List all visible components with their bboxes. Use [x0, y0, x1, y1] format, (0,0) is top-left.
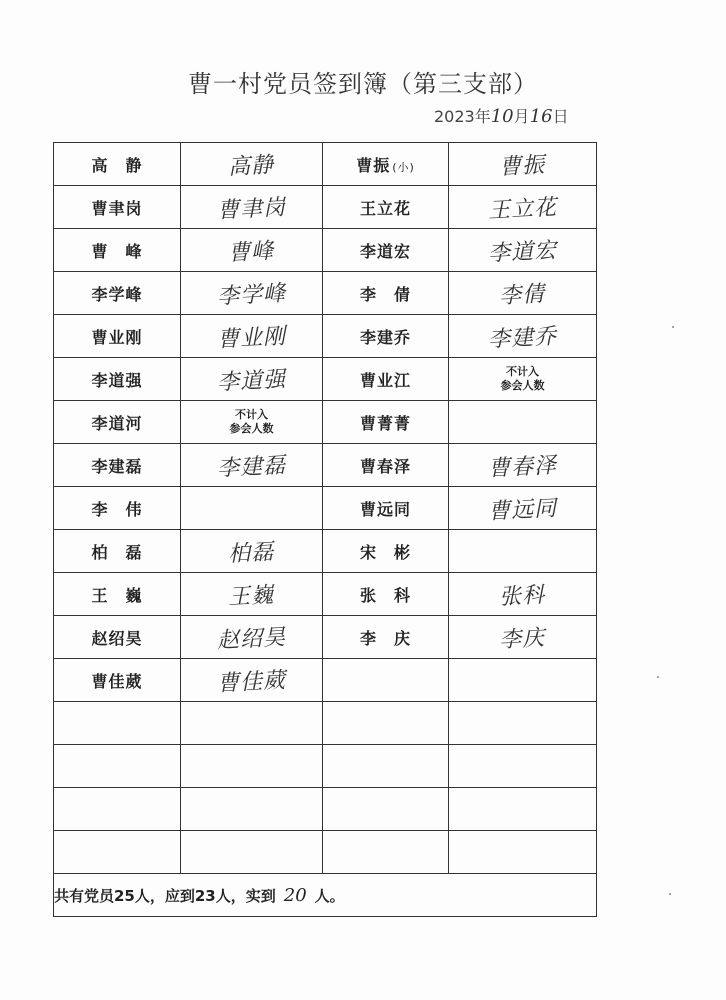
handwritten-signature: 曹春泽 — [487, 452, 558, 482]
member-name-cell — [323, 487, 449, 530]
signature-cell — [181, 315, 323, 358]
member-name: 曹 峰 — [91, 241, 143, 261]
table-row — [54, 358, 597, 401]
handwritten-signature: 李建磊 — [216, 452, 287, 482]
scan-speck — [657, 676, 659, 678]
member-name: 曹远同 — [359, 499, 411, 519]
handwritten-signature: 曹佳葳 — [216, 667, 287, 697]
handwritten-signature: 曹远同 — [487, 495, 558, 525]
signature-cell — [449, 573, 597, 616]
signature-cell — [181, 788, 323, 831]
scan-speck — [669, 893, 671, 895]
scan-speck — [672, 326, 674, 328]
member-name-cell — [323, 315, 449, 358]
signature-cell — [449, 487, 597, 530]
member-name-cell — [54, 530, 181, 573]
signature-cell — [449, 358, 597, 401]
member-name: 赵绍昊 — [91, 628, 143, 648]
handwritten-signature: 张科 — [498, 582, 547, 610]
table-row — [54, 702, 597, 745]
signature-cell — [181, 229, 323, 272]
member-name-cell — [54, 487, 181, 530]
signature-cell — [449, 745, 597, 788]
signature-cell — [181, 358, 323, 401]
note-line-2: 参会人数 — [229, 422, 274, 435]
exclusion-note — [181, 408, 322, 436]
signature-cell — [181, 702, 323, 745]
signature-cell — [181, 487, 323, 530]
signature-cell — [181, 272, 323, 315]
member-name-cell — [54, 616, 181, 659]
signature-cell — [449, 272, 597, 315]
note-line-2: 参会人数 — [500, 379, 545, 392]
member-name-cell — [323, 358, 449, 401]
exclusion-note — [449, 365, 596, 393]
signature-cell — [181, 143, 323, 186]
signature-cell — [449, 186, 597, 229]
handwritten-signature: 赵绍昊 — [216, 624, 287, 654]
member-name-cell — [323, 530, 449, 573]
signature-cell — [449, 616, 597, 659]
member-name-cell — [54, 573, 181, 616]
member-name-cell — [323, 659, 449, 702]
member-name: 张 科 — [359, 585, 411, 605]
member-name: 曹菁菁 — [359, 413, 411, 433]
signature-cell — [449, 702, 597, 745]
handwritten-signature: 曹峰 — [227, 238, 276, 266]
member-name-cell — [323, 616, 449, 659]
signature-cell — [449, 659, 597, 702]
note-line-1: 不计入 — [235, 408, 268, 421]
member-name-cell — [54, 659, 181, 702]
handwritten-signature: 柏磊 — [227, 539, 276, 567]
member-name: 李道宏 — [359, 241, 411, 261]
member-name-cell — [54, 831, 181, 874]
signature-cell — [181, 444, 323, 487]
table-row — [54, 788, 597, 831]
member-name: 李道强 — [91, 370, 143, 390]
handwritten-signature: 李建乔 — [487, 323, 558, 353]
date-month-handwritten: 10 — [490, 106, 514, 127]
date-year: 2023年 — [434, 107, 491, 126]
handwritten-signature: 王巍 — [227, 582, 276, 610]
summary-actual-count: 20 — [283, 884, 307, 906]
summary-suffix: 人。 — [314, 886, 345, 905]
table-row — [54, 659, 597, 702]
summary-row — [54, 874, 597, 917]
table-row — [54, 186, 597, 229]
member-name: 李 伟 — [91, 499, 143, 519]
member-name-cell — [323, 831, 449, 874]
member-name-cell — [323, 272, 449, 315]
signature-cell — [449, 831, 597, 874]
summary-prefix: 共有党员25人，应到23人，实到 — [54, 886, 276, 905]
member-name: 李 庆 — [359, 628, 411, 648]
handwritten-signature: 李倩 — [498, 281, 547, 309]
table-row — [54, 487, 597, 530]
table-row — [54, 143, 597, 186]
member-name: 王立花 — [359, 198, 411, 218]
member-name-cell — [323, 401, 449, 444]
attendance-summary — [54, 874, 597, 917]
date-day-label: 日 — [552, 107, 569, 126]
handwritten-signature: 李学峰 — [216, 280, 287, 310]
signature-cell — [181, 186, 323, 229]
member-name: 李道河 — [91, 413, 143, 433]
table-row — [54, 616, 597, 659]
table-row — [54, 444, 597, 487]
member-name-cell — [54, 745, 181, 788]
member-name-cell — [323, 186, 449, 229]
member-name-cell — [323, 788, 449, 831]
member-name-cell — [54, 315, 181, 358]
member-name: 曹振 — [356, 155, 391, 175]
table-row — [54, 831, 597, 874]
handwritten-signature: 曹聿岗 — [216, 194, 287, 224]
signature-cell — [449, 788, 597, 831]
member-name-cell — [323, 229, 449, 272]
signature-cell — [449, 530, 597, 573]
table-row — [54, 745, 597, 788]
table-row — [54, 272, 597, 315]
member-name-cell — [54, 788, 181, 831]
member-name-cell — [54, 444, 181, 487]
signature-cell — [181, 659, 323, 702]
page-title: 曹一村党员签到簿（第三支部） — [188, 70, 538, 98]
handwritten-signature: 高静 — [227, 152, 276, 180]
signature-cell — [181, 745, 323, 788]
member-name: 柏 磊 — [91, 542, 143, 562]
date-day-handwritten: 16 — [529, 106, 553, 127]
date-month-label: 月 — [513, 107, 530, 126]
member-name-cell — [54, 229, 181, 272]
handwritten-signature: 曹业刚 — [216, 323, 287, 353]
handwritten-signature: 李道宏 — [487, 237, 558, 267]
member-name-cell — [323, 444, 449, 487]
member-name: 李建磊 — [91, 456, 143, 476]
member-name: 李建乔 — [359, 327, 411, 347]
signature-cell — [181, 530, 323, 573]
handwritten-signature: 李庆 — [498, 625, 547, 653]
member-name-cell — [323, 143, 449, 186]
member-name-cell — [54, 358, 181, 401]
member-name: 曹业刚 — [91, 327, 143, 347]
member-name: 曹佳葳 — [91, 671, 143, 691]
table-row — [54, 401, 597, 444]
handwritten-signature: 李道强 — [216, 366, 287, 396]
member-name-cell — [54, 401, 181, 444]
signature-cell — [181, 573, 323, 616]
member-name: 李 倩 — [359, 284, 411, 304]
member-name-cell — [54, 702, 181, 745]
signature-cell — [449, 229, 597, 272]
member-name: 曹业江 — [359, 370, 411, 390]
member-name-cell — [323, 702, 449, 745]
member-name-cell — [323, 573, 449, 616]
note-line-1: 不计入 — [506, 365, 539, 378]
signature-cell — [181, 401, 323, 444]
sign-in-date — [434, 104, 569, 127]
member-name-cell — [54, 186, 181, 229]
member-name: 曹春泽 — [359, 456, 411, 476]
sign-in-table — [53, 142, 597, 917]
signature-cell — [449, 143, 597, 186]
member-name: 曹聿岗 — [91, 198, 143, 218]
handwritten-signature: 王立花 — [487, 194, 558, 224]
table-row — [54, 315, 597, 358]
signature-cell — [449, 315, 597, 358]
signature-cell — [449, 401, 597, 444]
member-name-cell — [54, 143, 181, 186]
member-name: 王 巍 — [91, 585, 143, 605]
member-name: 宋 彬 — [359, 542, 411, 562]
member-name: 高 静 — [91, 155, 143, 175]
signature-cell — [181, 616, 323, 659]
table-row — [54, 573, 597, 616]
member-name-cell — [323, 745, 449, 788]
table-row — [54, 229, 597, 272]
table-row — [54, 530, 597, 573]
handwritten-signature: 曹振 — [498, 152, 547, 180]
signature-cell — [449, 444, 597, 487]
signature-cell — [181, 831, 323, 874]
member-name-cell — [54, 272, 181, 315]
member-name-suffix: (小) — [392, 160, 415, 174]
member-name: 李学峰 — [91, 284, 143, 304]
